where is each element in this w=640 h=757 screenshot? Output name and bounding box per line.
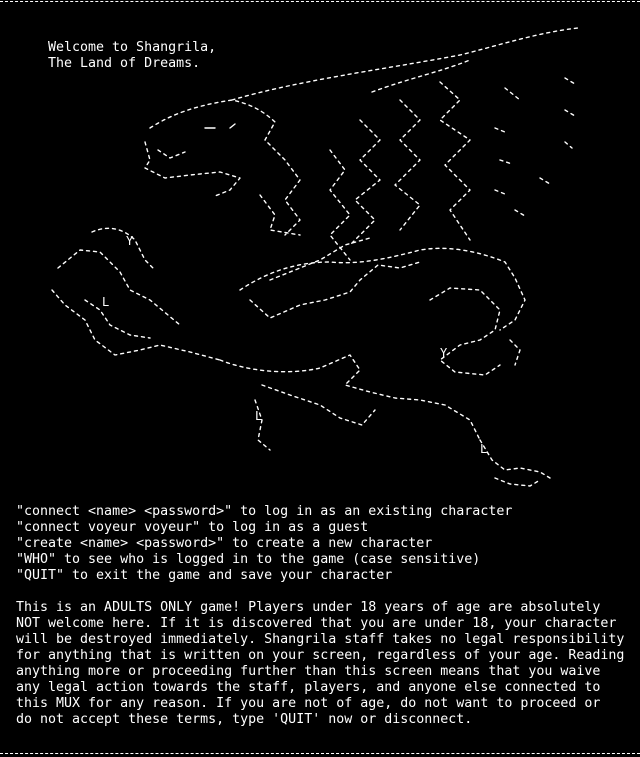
welcome-line: The Land of Dreams. xyxy=(48,56,201,71)
dragon-claw-inner xyxy=(85,300,150,338)
command-quit: "QUIT" to exit the game and save your character xyxy=(16,568,393,583)
art-letter: Y xyxy=(126,234,134,248)
dragon-foot xyxy=(255,400,270,450)
wing-leading-edge xyxy=(372,60,470,92)
dragon-foot xyxy=(510,340,520,365)
notice-line: for anything that is written on your screen, regardless of your age. Reading xyxy=(16,648,625,663)
notice-line: do not accept these terms, type 'QUIT' now or disconnect. xyxy=(16,712,473,727)
dragon-tail-tip xyxy=(480,440,550,478)
wing-rib xyxy=(540,178,550,184)
adults-only-notice xyxy=(16,600,624,728)
art-letter: L xyxy=(102,295,110,309)
wing-rib xyxy=(515,210,525,216)
wing-rib xyxy=(565,78,575,84)
command-connect: "connect <name> <password>" to log in as an existing character xyxy=(16,504,513,519)
dragon-tail-lower xyxy=(262,385,375,425)
notice-line: anything more or proceeding further than this screen means that you waive xyxy=(16,664,601,679)
notice-line: will be destroyed immediately. Shangrila staff takes no legal responsibility xyxy=(16,632,625,647)
wing-rib xyxy=(500,160,512,164)
dragon-eye xyxy=(205,124,235,128)
dragon-tail xyxy=(220,355,480,440)
dragon-arm-outer xyxy=(58,250,180,325)
dragon-snout xyxy=(158,150,185,158)
art-letter: L xyxy=(255,409,263,423)
command-connect-guest: "connect voyeur voyeur" to log in as a guest xyxy=(16,520,369,535)
notice-line: this MUX for any reason. If you are not of age, do not want to proceed or xyxy=(16,696,601,711)
dragon-back xyxy=(270,238,370,280)
wing-fold xyxy=(395,100,420,230)
dragon-neck xyxy=(260,195,300,235)
art-letter: Y xyxy=(440,346,448,360)
wing-fold xyxy=(330,150,350,260)
bottom-divider xyxy=(0,753,640,754)
command-create: "create <name> <password>" to create a new character xyxy=(16,536,433,551)
wing-rib xyxy=(440,82,470,240)
wing-rib xyxy=(495,128,505,132)
dragon-tail-end xyxy=(495,478,540,486)
wing-rib xyxy=(505,88,520,100)
wing-rib xyxy=(565,142,572,148)
notice-line: any legal action towards the staff, players, and anyone else connected to xyxy=(16,680,601,695)
wing-rib xyxy=(565,110,575,116)
command-list xyxy=(16,504,512,584)
dragon-belly xyxy=(250,262,420,318)
dragon-claw xyxy=(52,290,220,360)
dragon-hind-leg xyxy=(430,288,500,375)
dragon-head xyxy=(150,100,300,235)
dragon-arm xyxy=(92,228,155,270)
welcome-line: Welcome to Shangrila, xyxy=(48,40,217,55)
wing-rib xyxy=(495,190,505,194)
notice-line: NOT welcome here. If it is discovered that you are under 18, your character xyxy=(16,616,617,631)
dragon-body xyxy=(240,248,525,330)
art-letter: L xyxy=(480,442,488,456)
wing-top-edge xyxy=(232,28,578,100)
wing-fold xyxy=(350,120,380,245)
notice-line: This is an ADULTS ONLY game! Players under 18 years of age are absolutely xyxy=(16,600,601,615)
command-who: "WHO" to see who is logged in to the game (case sensitive) xyxy=(16,552,481,567)
